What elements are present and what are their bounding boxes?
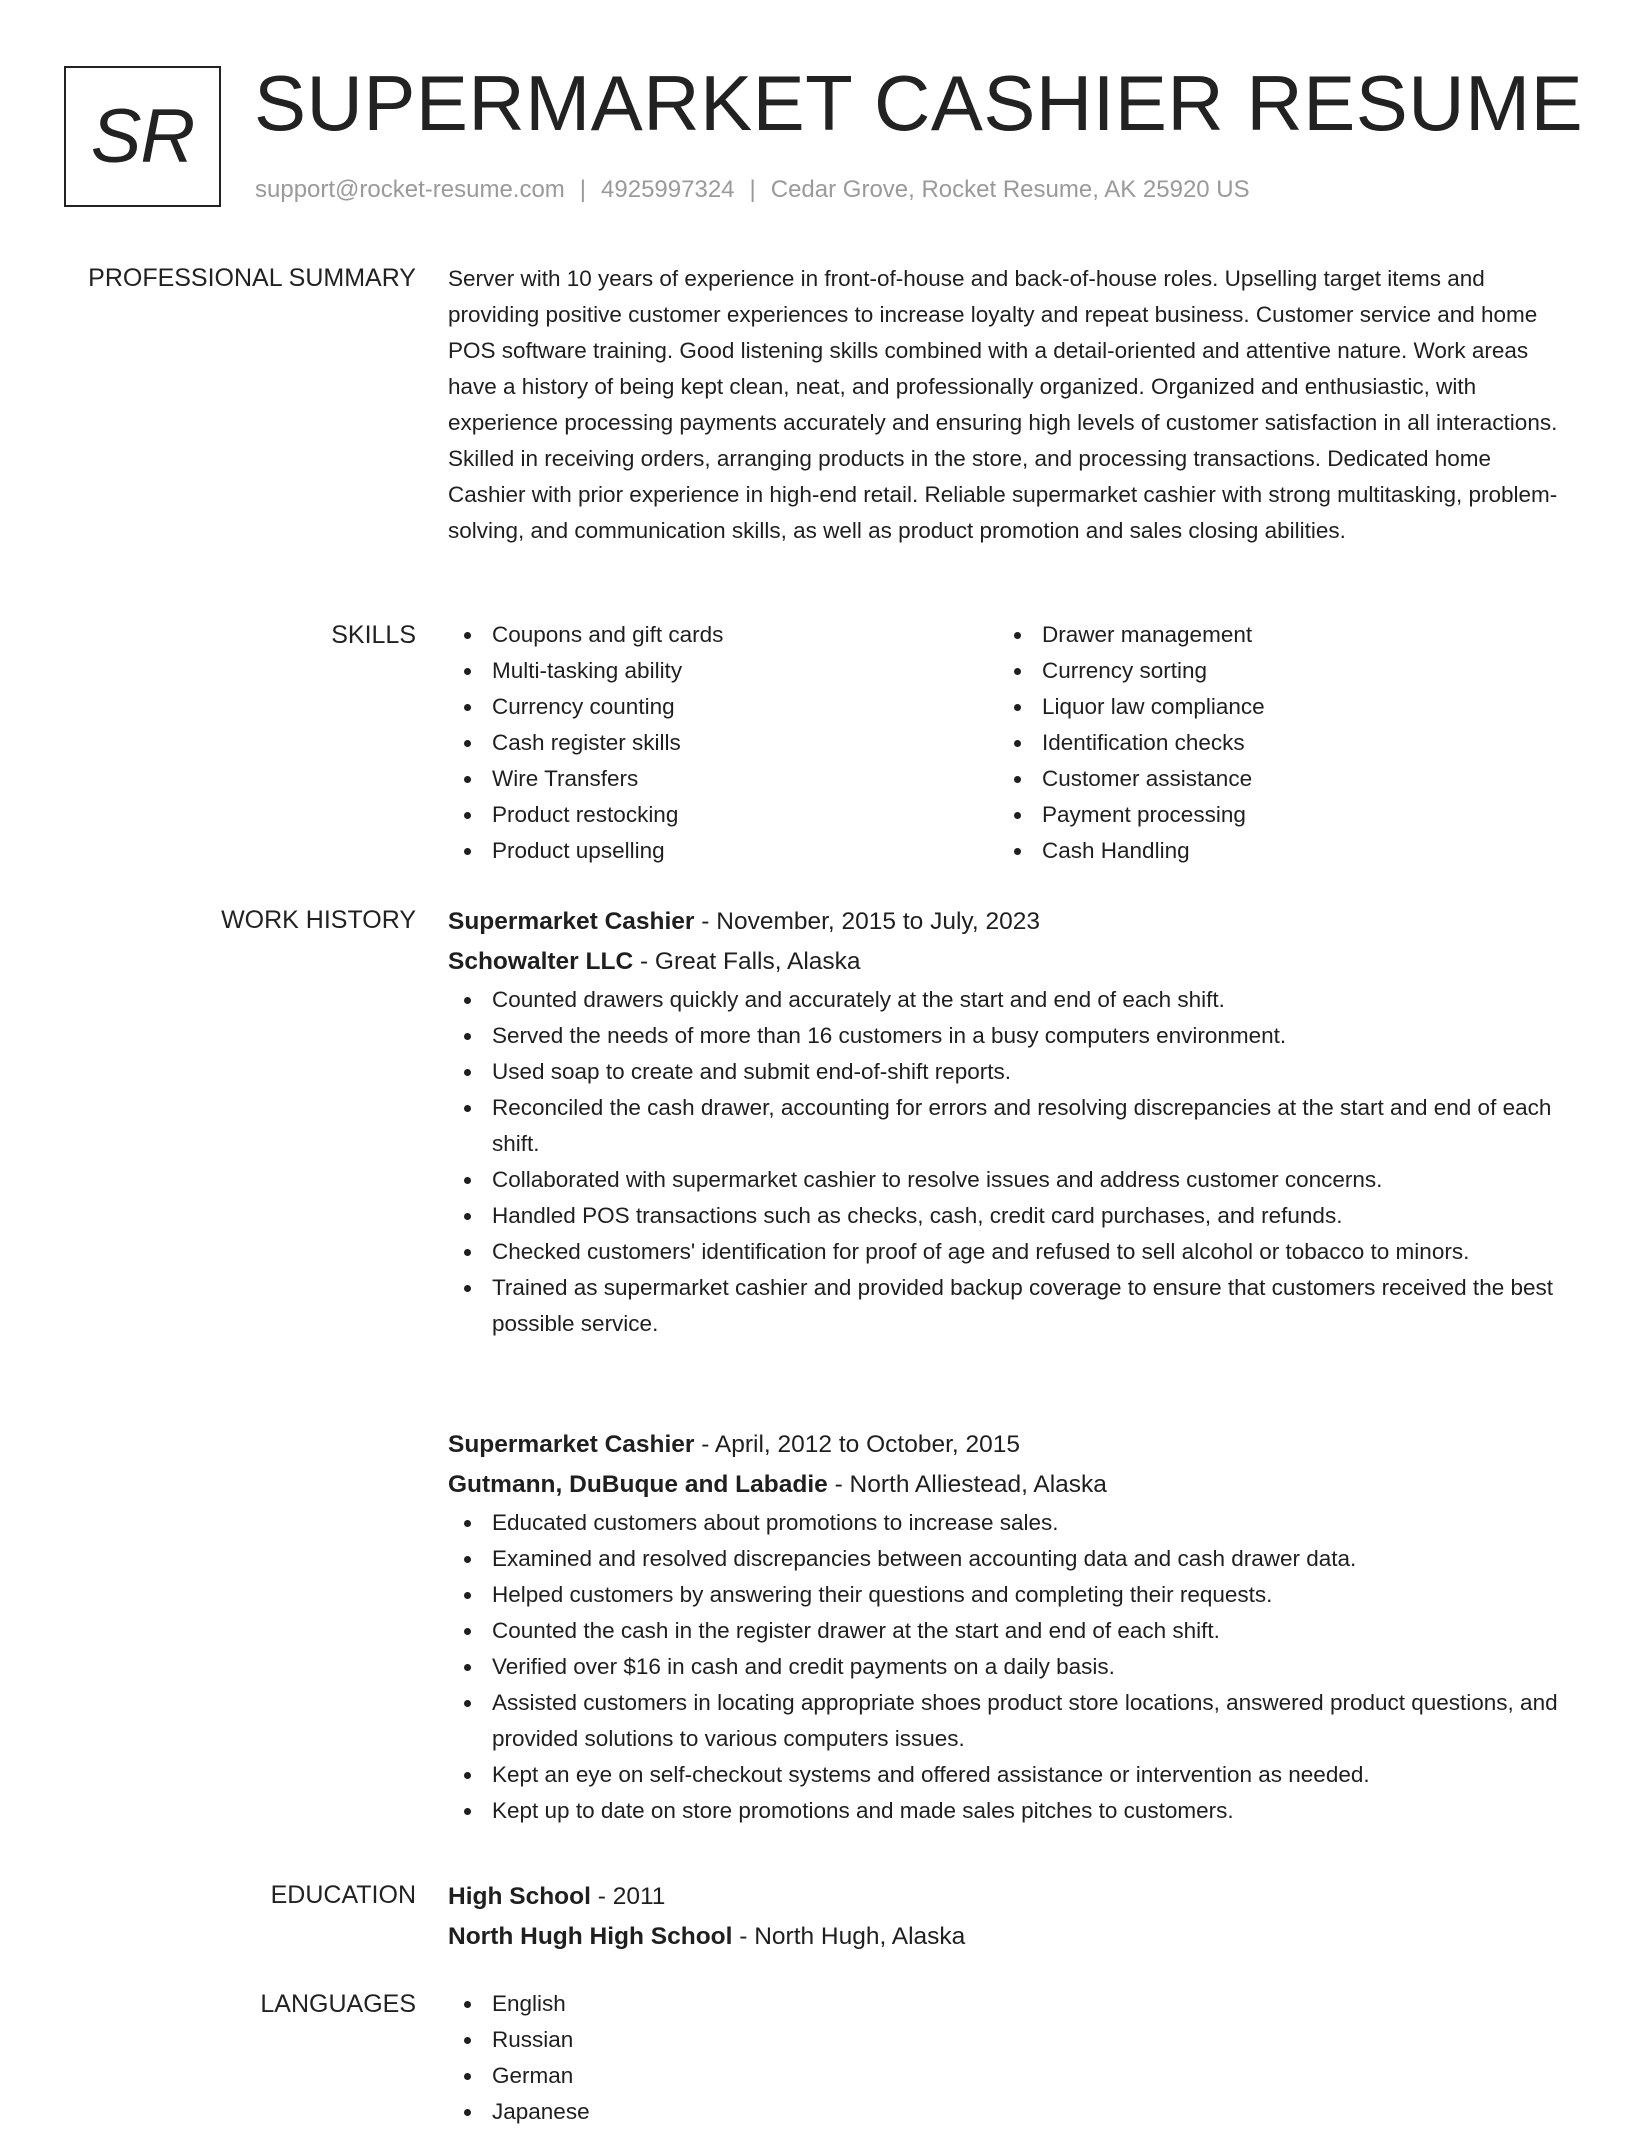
skills-label: SKILLS <box>331 621 416 649</box>
contact-separator: | <box>749 176 756 203</box>
education-location: - North Hugh, Alaska <box>732 1923 966 1950</box>
job-entry <box>448 1425 1570 1829</box>
languages-label: LANGUAGES <box>260 1990 416 2018</box>
job-duty: Served the needs of more than 16 customers in a busy computers environment. <box>448 1018 1570 1054</box>
skill-item: Liquor law compliance <box>998 689 1548 725</box>
skills-list-right <box>998 617 1548 869</box>
job-dates: - November, 2015 to July, 2023 <box>694 908 1040 935</box>
job-duty: Helped customers by answering their questions and completing their requests. <box>448 1577 1570 1613</box>
education-year: - 2011 <box>590 1883 666 1910</box>
job-title: Supermarket Cashier <box>448 908 695 935</box>
skills-body <box>448 617 1570 869</box>
skills-grid <box>448 617 1570 869</box>
job-duties-list <box>448 1505 1570 1829</box>
work-label: WORK HISTORY <box>221 906 416 934</box>
skill-item: Payment processing <box>998 797 1548 833</box>
job-location: - Great Falls, Alaska <box>633 948 861 975</box>
contact-separator: | <box>579 176 587 203</box>
language-item: Japanese <box>448 2094 1570 2130</box>
skill-item: Currency sorting <box>998 653 1548 689</box>
skill-item: Coupons and gift cards <box>448 617 998 653</box>
skill-item: Product upselling <box>448 833 998 869</box>
monogram-box: SR <box>64 66 221 207</box>
education-school-line <box>448 1917 1570 1957</box>
skill-item: Wire Transfers <box>448 761 998 797</box>
work-body <box>448 902 1570 1342</box>
job-title-line <box>448 902 1570 942</box>
job-title: Supermarket Cashier <box>448 1431 695 1458</box>
job-title-line <box>448 1425 1570 1465</box>
job-duty: Collaborated with supermarket cashier to resolve issues and address customer concerns. <box>448 1162 1570 1198</box>
job-duty: Verified over $16 in cash and credit payments on a daily basis. <box>448 1649 1570 1685</box>
contact-address: Cedar Grove, Rocket Resume, AK 25920 US <box>770 176 1250 203</box>
job-duty: Used soap to create and submit end-of-shift reports. <box>448 1054 1570 1090</box>
language-item: German <box>448 2058 1570 2094</box>
job-company-line <box>448 942 1570 982</box>
languages-body <box>448 1986 1570 2130</box>
skill-item: Cash register skills <box>448 725 998 761</box>
work-body-job-2 <box>448 1425 1570 1829</box>
resume-title: SUPERMARKET CASHIER RESUME <box>254 59 1584 147</box>
job-duties-list <box>448 982 1570 1342</box>
skill-item: Customer assistance <box>998 761 1548 797</box>
education-degree-line <box>448 1877 1570 1917</box>
skill-item: Drawer management <box>998 617 1548 653</box>
language-item: Russian <box>448 2022 1570 2058</box>
education-degree: High School <box>448 1883 591 1910</box>
job-duty: Examined and resolved discrepancies between accounting data and cash drawer data. <box>448 1541 1570 1577</box>
education-label: EDUCATION <box>270 1881 416 1909</box>
job-company: Schowalter LLC <box>448 948 634 975</box>
job-location: - North Alliestead, Alaska <box>827 1471 1107 1498</box>
contact-email: support@rocket-resume.com <box>255 176 565 203</box>
job-duty: Counted drawers quickly and accurately at the start and end of each shift. <box>448 982 1570 1018</box>
job-duty: Handled POS transactions such as checks, cash, credit card purchases, and refunds. <box>448 1198 1570 1234</box>
job-dates: - April, 2012 to October, 2015 <box>694 1431 1020 1458</box>
education-body <box>448 1877 1570 1957</box>
skill-item: Multi-tasking ability <box>448 653 998 689</box>
summary-body <box>448 260 1570 549</box>
job-duty: Assisted customers in locating appropriate shoes product store locations, answered product questions, and provided solutions to various computers issues. <box>448 1685 1570 1757</box>
skill-item: Currency counting <box>448 689 998 725</box>
job-duty: Trained as supermarket cashier and provided backup coverage to ensure that customers received the best possible service. <box>448 1270 1570 1342</box>
job-duty: Counted the cash in the register drawer at the start and end of each shift. <box>448 1613 1570 1649</box>
job-company-line <box>448 1465 1570 1505</box>
contact-phone: 4925997324 <box>601 176 735 203</box>
summary-text: Server with 10 years of experience in front-of-house and back-of-house roles. Upselling target items and providing positive customer experiences to increase loyalty and repeat business. Customer service and home POS software training. Good listening skills combined with a detail-oriented and attentive nature. Work areas have a history of being kept clean, neat, and professionally organized. Organized and enthusiastic, with experience processing payments accurately and ensuring high levels of customer satisfaction in all interactions. Skilled in receiving orders, arranging products in the store, and processing transactions. Dedicated home Cashier with prior experience in high-end retail. Reliable supermarket cashier with strong multitasking, problem-solving, and communication skills, as well as product promotion and sales closing abilities. <box>448 266 1558 543</box>
contact-line <box>255 174 1250 206</box>
skill-item: Product restocking <box>448 797 998 833</box>
job-duty: Reconciled the cash drawer, accounting for errors and resolving discrepancies at the start and end of each shift. <box>448 1090 1570 1162</box>
summary-label: PROFESSIONAL SUMMARY <box>88 264 416 292</box>
job-duty: Checked customers' identification for proof of age and refused to sell alcohol or tobacco to minors. <box>448 1234 1570 1270</box>
languages-list <box>448 1986 1570 2130</box>
job-entry <box>448 902 1570 1342</box>
education-school: North Hugh High School <box>448 1923 733 1950</box>
skill-item: Identification checks <box>998 725 1548 761</box>
job-duty: Kept an eye on self-checkout systems and offered assistance or intervention as needed. <box>448 1757 1570 1793</box>
job-company: Gutmann, DuBuque and Labadie <box>448 1471 828 1498</box>
skills-list-left <box>448 617 998 869</box>
language-item: English <box>448 1986 1570 2022</box>
job-duty: Kept up to date on store promotions and made sales pitches to customers. <box>448 1793 1570 1829</box>
job-duty: Educated customers about promotions to increase sales. <box>448 1505 1570 1541</box>
skill-item: Cash Handling <box>998 833 1548 869</box>
